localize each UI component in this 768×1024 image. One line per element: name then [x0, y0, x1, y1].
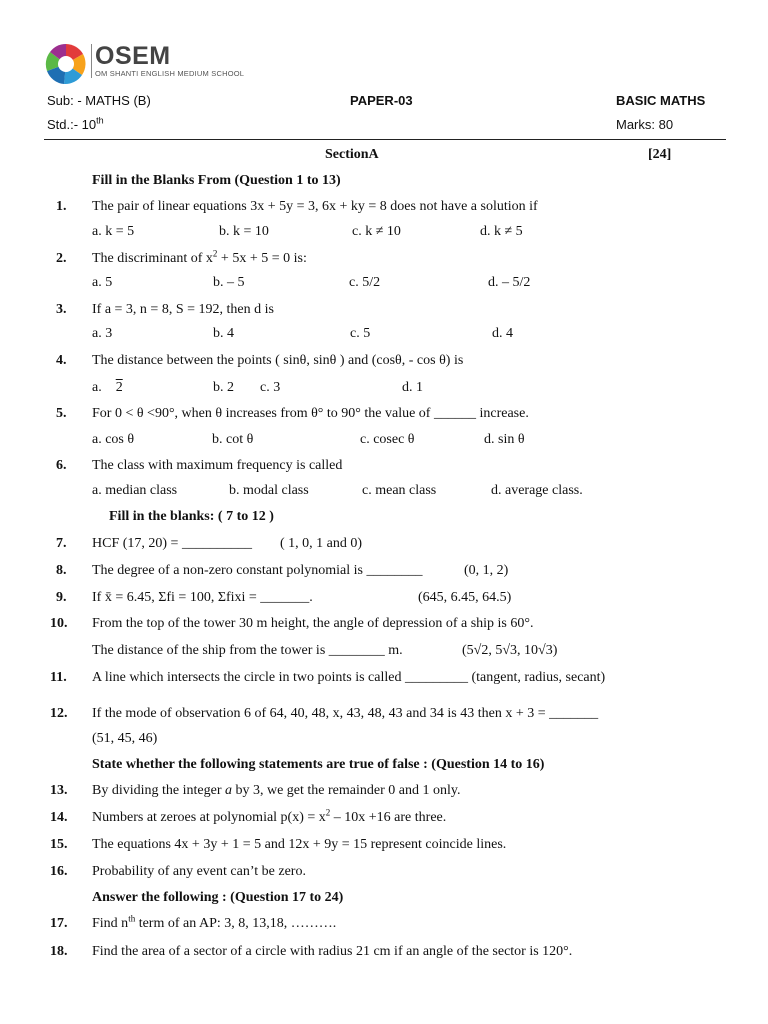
option-c: c. cosec θ — [360, 432, 415, 447]
section-marks: [24] — [648, 147, 672, 162]
marks-label: Marks: 80 — [616, 117, 674, 132]
option-b: b. cot θ — [212, 432, 254, 447]
question-text: The discriminant of $x^2 + 5x + 5 = 0$ is: — [92, 248, 307, 266]
question-number: 13. — [50, 783, 68, 798]
question-text-line2: The distance of the ship from the tower is ________ m. — [92, 643, 403, 658]
instruction-answer: Answer the following : (Question 17 to 24) — [92, 890, 344, 905]
question-text: The class with maximum frequency is called — [92, 458, 343, 473]
question-hint: (645, 6.45, 64.5) — [418, 590, 512, 605]
question-number: 14. — [50, 810, 68, 825]
question-number: 7. — [56, 536, 67, 551]
question-number: 9. — [56, 590, 67, 605]
question-text: If x̄ = 6.45, Σfi = 100, Σfixi = _______. — [92, 590, 313, 605]
question-number: 17. — [50, 916, 68, 931]
option-a: a. 5 — [92, 275, 113, 290]
school-subtitle: OM SHANTI ENGLISH MEDIUM SCHOOL — [95, 69, 245, 78]
question-number: 3. — [56, 302, 67, 317]
question-text: A line which intersects the circle in two points is called _________ (tangent, radius, secant) — [92, 670, 606, 685]
option-d: d. sin θ — [484, 432, 525, 447]
question-hint: ( 1, 0, 1 and 0) — [280, 536, 363, 551]
option-c: c. 3 — [260, 380, 281, 395]
instruction-fill-blanks: Fill in the blanks: ( 7 to 12 ) — [109, 509, 274, 524]
option-d: d. – 5/2 — [488, 275, 531, 290]
question-options: (51, 45, 46) — [92, 731, 158, 746]
course-label: BASIC MATHS — [616, 93, 706, 108]
question-text: Find $n^{th}$ term of an AP: 3, 8, 13,18, ………. — [92, 913, 337, 931]
question-text: The degree of a non-zero constant polynomial is ________ — [92, 563, 423, 578]
option-b: b. modal class — [229, 483, 309, 498]
option-b: b. 4 — [213, 326, 234, 341]
option-c: c. mean class — [362, 483, 437, 498]
option-a: a. cos θ — [92, 432, 135, 447]
question-text: HCF (17, 20) = __________ — [92, 536, 252, 551]
question-text: Probability of any event can’t be zero. — [92, 864, 306, 879]
question-number: 6. — [56, 458, 67, 473]
question-hint: (0, 1, 2) — [464, 563, 509, 578]
question-number: 1. — [56, 199, 67, 214]
question-text: From the top of the tower 30 m height, the angle of depression of a ship is 60°. — [92, 616, 534, 631]
header-rule — [44, 139, 726, 140]
question-text: If a = 3, n = 8, S = 192, then d is — [92, 302, 274, 317]
option-a: a. 3 — [92, 326, 113, 341]
question-number: 4. — [56, 353, 67, 368]
option-d: d. 4 — [492, 326, 513, 341]
option-c: c. 5 — [350, 326, 371, 341]
option-d: d. average class. — [491, 483, 583, 498]
question-text: The pair of linear equations 3x + 5y = 3, 6x + ky = 8 does not have a solution if — [92, 199, 538, 214]
paper-label: PAPER-03 — [350, 93, 413, 108]
question-text: The equations 4x + 3y + 1 = 5 and 12x + 9y = 15 represent coincide lines. — [92, 837, 507, 852]
question-number: 12. — [50, 706, 68, 721]
question-text: Find the area of a sector of a circle with radius 21 cm if an angle of the sector is 120°. — [92, 944, 573, 959]
option-c: c. k ≠ 10 — [352, 224, 401, 239]
question-text: Numbers at zeroes at polynomial $p(x) = x^2 - 10x +16$ are three. — [92, 807, 447, 825]
option-b: b. – 5 — [213, 275, 245, 290]
option-a: a. 2 — [92, 380, 123, 395]
question-text: The distance between the points ( sinθ, sinθ ) and (cosθ, - cos θ) is — [92, 353, 464, 368]
option-c: c. 5/2 — [349, 275, 381, 290]
question-number: 11. — [50, 670, 67, 685]
option-d: d. k ≠ 5 — [480, 224, 523, 239]
instruction-true-false: State whether the following statements are true of false : (Question 14 to 16) — [92, 757, 545, 772]
logo-divider — [91, 44, 92, 78]
question-number: 16. — [50, 864, 68, 879]
question-text: If the mode of observation 6 of 64, 40, 48, x, 43, 48, 43 and 34 is 43 then x + 3 = _______ — [92, 706, 599, 721]
subject-label: Sub: - MATHS (B) — [47, 93, 151, 108]
question-number: 10. — [50, 616, 68, 631]
option-d: d. 1 — [402, 380, 423, 395]
instruction-fill: Fill in the Blanks From (Question 1 to 13) — [92, 173, 341, 188]
section-title: SectionA — [325, 147, 379, 162]
option-b: b. k = 10 — [219, 224, 269, 239]
school-logo-icon — [44, 42, 88, 86]
option-b: b. 2 — [213, 380, 234, 395]
question-text: For 0 < θ <90°, when θ increases from θ° to 90° the value of ______ increase. — [92, 406, 529, 421]
school-name: OSEM — [95, 42, 171, 70]
std-label: Std.:- 10th — [47, 115, 104, 132]
option-a: a. k = 5 — [92, 224, 135, 239]
question-number: 18. — [50, 944, 68, 959]
question-number: 5. — [56, 406, 67, 421]
question-number: 2. — [56, 251, 67, 266]
question-number: 8. — [56, 563, 67, 578]
option-a: a. median class — [92, 483, 178, 498]
question-hint: (5√2, 5√3, 10√3) — [462, 643, 558, 658]
question-text: By dividing the integer a by 3, we get the remainder 0 and 1 only. — [92, 783, 461, 798]
question-number: 15. — [50, 837, 68, 852]
